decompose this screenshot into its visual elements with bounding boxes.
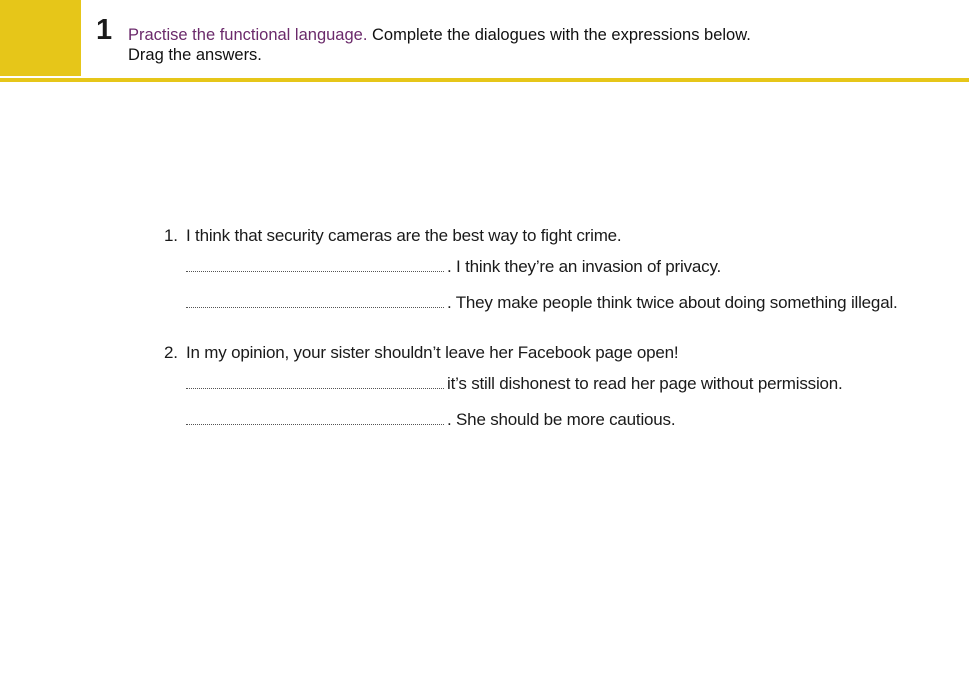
response-text: . I think they’re an invasion of privacy. [447,257,722,276]
dialogue-number: 2. [164,343,178,362]
response-line [164,285,944,321]
dialogue-prompt [164,340,944,366]
header-color-block [0,0,81,76]
response-line [164,249,944,285]
dialogue-item [164,340,944,438]
instruction-heading: Practise the functional language. [128,26,368,44]
exercise-header [0,0,969,76]
dialogue-item [164,223,944,321]
response-line [164,366,944,402]
dialogue-prompt-text: In my opinion, your sister shouldn’t leave her Facebook page open! [186,343,679,362]
dialogue-number: 1. [164,226,178,245]
exercise-number: 1 [96,14,113,46]
dialogue-prompt-text: I think that security cameras are the best way to fight crime. [186,226,622,245]
dialogue-prompt [164,223,944,249]
response-text: it’s still dishonest to read her page without permission. [447,374,843,393]
answer-drop-zone[interactable] [186,372,444,389]
instruction-body: Complete the dialogues with the expressions below. [367,26,751,44]
response-text: . They make people think twice about doing something illegal. [447,293,898,312]
exercise-instructions [128,25,928,65]
response-line [164,402,944,438]
answer-drop-zone[interactable] [186,408,444,425]
answer-drop-zone[interactable] [186,291,444,308]
instruction-drag-hint: Drag the answers. [128,46,262,64]
response-text: . She should be more cautious. [447,410,676,429]
answer-drop-zone[interactable] [186,255,444,272]
header-divider [0,78,969,82]
dialogue-list [164,223,944,457]
